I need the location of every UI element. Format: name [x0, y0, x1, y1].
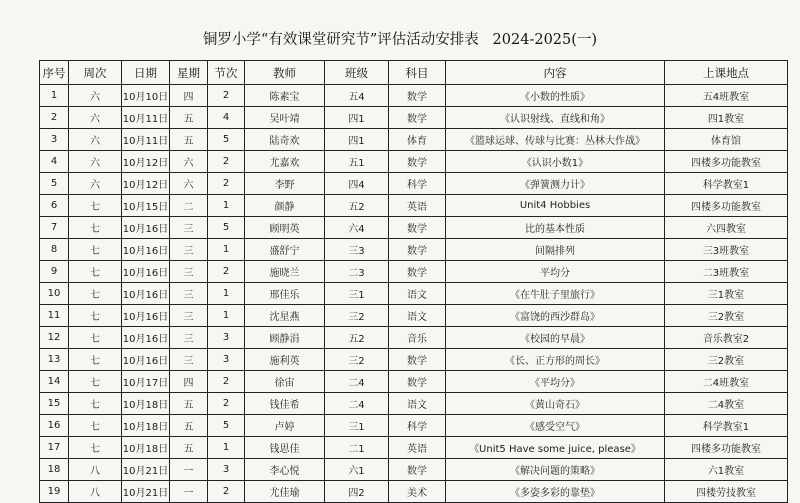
cell-date: 10月16日	[122, 261, 170, 283]
table-row	[40, 349, 788, 371]
cell-week: 七	[69, 327, 122, 349]
cell-week: 八	[69, 481, 122, 503]
cell-teacher: 顾明英	[245, 217, 325, 239]
cell-teacher: 尤佳瑜	[245, 481, 325, 503]
cell-content: 《Unit5 Have some juice, please》	[446, 437, 665, 459]
cell-week: 七	[69, 305, 122, 327]
cell-location: 六1教室	[665, 459, 788, 481]
cell-content: 《多姿多彩的靠垫》	[446, 481, 665, 503]
cell-index: 18	[40, 459, 69, 481]
table-row	[40, 459, 788, 481]
cell-content: 平均分	[446, 261, 665, 283]
header-period: 节次	[208, 61, 245, 85]
cell-teacher: 钱佳希	[245, 393, 325, 415]
cell-class: 二4	[325, 393, 389, 415]
cell-subject: 数学	[389, 85, 446, 107]
cell-weekday: 一	[170, 459, 208, 481]
cell-weekday: 五	[170, 107, 208, 129]
cell-date: 10月21日	[122, 481, 170, 503]
cell-week: 七	[69, 195, 122, 217]
cell-week: 六	[69, 129, 122, 151]
table-row	[40, 481, 788, 503]
cell-teacher: 施利英	[245, 349, 325, 371]
header-class: 班级	[325, 61, 389, 85]
cell-date: 10月18日	[122, 393, 170, 415]
cell-index: 17	[40, 437, 69, 459]
cell-subject: 美术	[389, 481, 446, 503]
cell-teacher: 李心悦	[245, 459, 325, 481]
cell-date: 10月21日	[122, 459, 170, 481]
cell-index: 15	[40, 393, 69, 415]
cell-class: 五4	[325, 85, 389, 107]
cell-week: 七	[69, 437, 122, 459]
cell-date: 10月16日	[122, 217, 170, 239]
cell-teacher: 陈素宝	[245, 85, 325, 107]
cell-weekday: 四	[170, 371, 208, 393]
cell-content: 《黄山奇石》	[446, 393, 665, 415]
cell-index: 13	[40, 349, 69, 371]
cell-date: 10月12日	[122, 173, 170, 195]
table-row	[40, 305, 788, 327]
cell-week: 七	[69, 217, 122, 239]
cell-index: 16	[40, 415, 69, 437]
cell-period: 1	[208, 195, 245, 217]
cell-date: 10月16日	[122, 305, 170, 327]
cell-class: 六4	[325, 217, 389, 239]
cell-subject: 语文	[389, 283, 446, 305]
cell-period: 3	[208, 349, 245, 371]
cell-class: 四1	[325, 107, 389, 129]
cell-index: 14	[40, 371, 69, 393]
cell-subject: 数学	[389, 107, 446, 129]
cell-index: 9	[40, 261, 69, 283]
cell-subject: 数学	[389, 459, 446, 481]
cell-content: 《长、正方形的周长》	[446, 349, 665, 371]
cell-content: 《解决问题的策略》	[446, 459, 665, 481]
cell-location: 四楼多功能教室	[665, 151, 788, 173]
header-content: 内容	[446, 61, 665, 85]
cell-class: 三3	[325, 239, 389, 261]
cell-class: 三2	[325, 349, 389, 371]
cell-period: 2	[208, 371, 245, 393]
cell-subject: 体育	[389, 129, 446, 151]
header-date: 日期	[122, 61, 170, 85]
cell-index: 3	[40, 129, 69, 151]
cell-week: 七	[69, 261, 122, 283]
cell-content: 《篮球运球、传球与比赛：丛林大作战》	[446, 129, 665, 151]
cell-teacher: 沈星燕	[245, 305, 325, 327]
header-index: 序号	[40, 61, 69, 85]
table-row	[40, 437, 788, 459]
cell-period: 1	[208, 437, 245, 459]
cell-period: 2	[208, 261, 245, 283]
cell-period: 5	[208, 129, 245, 151]
cell-period: 4	[208, 107, 245, 129]
cell-week: 八	[69, 459, 122, 481]
cell-weekday: 三	[170, 239, 208, 261]
cell-subject: 数学	[389, 239, 446, 261]
cell-class: 三2	[325, 305, 389, 327]
cell-week: 七	[69, 371, 122, 393]
cell-weekday: 一	[170, 481, 208, 503]
cell-class: 四2	[325, 481, 389, 503]
cell-week: 七	[69, 415, 122, 437]
header-row	[40, 61, 788, 85]
cell-location: 六四教室	[665, 217, 788, 239]
cell-subject: 英语	[389, 437, 446, 459]
cell-class: 五2	[325, 195, 389, 217]
table-row	[40, 283, 788, 305]
cell-subject: 科学	[389, 415, 446, 437]
cell-teacher: 吴叶靖	[245, 107, 325, 129]
cell-weekday: 三	[170, 261, 208, 283]
cell-location: 五4班教室	[665, 85, 788, 107]
cell-weekday: 五	[170, 437, 208, 459]
cell-weekday: 三	[170, 349, 208, 371]
header-week: 周次	[69, 61, 122, 85]
table-row	[40, 371, 788, 393]
table-row	[40, 85, 788, 107]
cell-weekday: 四	[170, 85, 208, 107]
cell-location: 科学教室1	[665, 415, 788, 437]
cell-location: 二4班教室	[665, 371, 788, 393]
cell-week: 六	[69, 173, 122, 195]
table-row	[40, 151, 788, 173]
table-row	[40, 393, 788, 415]
cell-weekday: 五	[170, 393, 208, 415]
cell-class: 三1	[325, 283, 389, 305]
cell-weekday: 三	[170, 217, 208, 239]
cell-index: 7	[40, 217, 69, 239]
cell-index: 5	[40, 173, 69, 195]
cell-weekday: 六	[170, 173, 208, 195]
cell-subject: 数学	[389, 371, 446, 393]
cell-date: 10月17日	[122, 371, 170, 393]
cell-subject: 数学	[389, 217, 446, 239]
cell-period: 3	[208, 327, 245, 349]
cell-class: 三1	[325, 415, 389, 437]
cell-location: 四1教室	[665, 107, 788, 129]
cell-teacher: 卢婷	[245, 415, 325, 437]
cell-location: 三2教室	[665, 349, 788, 371]
cell-teacher: 顾静涓	[245, 327, 325, 349]
cell-week: 六	[69, 85, 122, 107]
cell-period: 1	[208, 305, 245, 327]
table-row	[40, 327, 788, 349]
cell-subject: 数学	[389, 261, 446, 283]
cell-teacher: 李野	[245, 173, 325, 195]
cell-content: 《弹簧测力计》	[446, 173, 665, 195]
cell-weekday: 三	[170, 305, 208, 327]
cell-teacher: 颜静	[245, 195, 325, 217]
table-row	[40, 415, 788, 437]
cell-class: 五1	[325, 151, 389, 173]
cell-date: 10月16日	[122, 239, 170, 261]
table-row	[40, 173, 788, 195]
cell-teacher: 陆奇欢	[245, 129, 325, 151]
table-body	[40, 85, 788, 503]
cell-period: 2	[208, 173, 245, 195]
cell-class: 二3	[325, 261, 389, 283]
cell-index: 12	[40, 327, 69, 349]
document-title: 铜罗小学“有效课堂研究节”评估活动安排表 2024-2025(一)	[202, 32, 598, 48]
cell-subject: 语文	[389, 393, 446, 415]
cell-location: 四楼多功能教室	[665, 437, 788, 459]
cell-class: 四4	[325, 173, 389, 195]
cell-content: 《校园的早晨》	[446, 327, 665, 349]
cell-period: 3	[208, 459, 245, 481]
cell-location: 三3班教室	[665, 239, 788, 261]
cell-class: 六1	[325, 459, 389, 481]
cell-index: 19	[40, 481, 69, 503]
cell-subject: 数学	[389, 349, 446, 371]
cell-teacher: 徐宙	[245, 371, 325, 393]
cell-teacher: 施晓兰	[245, 261, 325, 283]
cell-content: 《认识小数1》	[446, 151, 665, 173]
cell-subject: 英语	[389, 195, 446, 217]
cell-content: 《平均分》	[446, 371, 665, 393]
cell-index: 10	[40, 283, 69, 305]
cell-date: 10月11日	[122, 129, 170, 151]
cell-week: 七	[69, 349, 122, 371]
cell-subject: 音乐	[389, 327, 446, 349]
cell-week: 七	[69, 239, 122, 261]
cell-period: 2	[208, 85, 245, 107]
cell-date: 10月12日	[122, 151, 170, 173]
cell-index: 11	[40, 305, 69, 327]
cell-teacher: 尤嘉欢	[245, 151, 325, 173]
cell-date: 10月16日	[122, 327, 170, 349]
cell-subject: 数学	[389, 151, 446, 173]
table-row	[40, 107, 788, 129]
cell-index: 4	[40, 151, 69, 173]
cell-teacher: 盛舒宁	[245, 239, 325, 261]
cell-index: 6	[40, 195, 69, 217]
cell-period: 5	[208, 217, 245, 239]
cell-location: 科学教室1	[665, 173, 788, 195]
cell-weekday: 三	[170, 327, 208, 349]
table-row	[40, 261, 788, 283]
cell-index: 2	[40, 107, 69, 129]
cell-weekday: 五	[170, 415, 208, 437]
cell-location: 四楼多功能教室	[665, 195, 788, 217]
table-row	[40, 239, 788, 261]
cell-location: 四楼劳技教室	[665, 481, 788, 503]
cell-date: 10月10日	[122, 85, 170, 107]
cell-index: 1	[40, 85, 69, 107]
cell-period: 2	[208, 393, 245, 415]
cell-content: 《小数的性质》	[446, 85, 665, 107]
cell-weekday: 二	[170, 195, 208, 217]
cell-index: 8	[40, 239, 69, 261]
cell-class: 二1	[325, 437, 389, 459]
cell-period: 2	[208, 481, 245, 503]
table-row	[40, 129, 788, 151]
cell-content: 《富饶的西沙群岛》	[446, 305, 665, 327]
header-subject: 科目	[389, 61, 446, 85]
cell-week: 七	[69, 393, 122, 415]
cell-subject: 科学	[389, 173, 446, 195]
cell-week: 七	[69, 283, 122, 305]
table-row	[40, 217, 788, 239]
cell-content: Unit4 Hobbies	[446, 195, 665, 217]
cell-date: 10月15日	[122, 195, 170, 217]
cell-period: 5	[208, 415, 245, 437]
table-header	[40, 61, 788, 85]
cell-class: 二4	[325, 371, 389, 393]
cell-teacher: 邢佳乐	[245, 283, 325, 305]
cell-location: 体育馆	[665, 129, 788, 151]
cell-date: 10月16日	[122, 283, 170, 305]
cell-weekday: 五	[170, 129, 208, 151]
cell-date: 10月11日	[122, 107, 170, 129]
cell-period: 1	[208, 239, 245, 261]
cell-location: 二4教室	[665, 393, 788, 415]
cell-class: 五2	[325, 327, 389, 349]
cell-content: 间隔排列	[446, 239, 665, 261]
header-location: 上课地点	[665, 61, 788, 85]
header-weekday: 星期	[170, 61, 208, 85]
cell-week: 六	[69, 107, 122, 129]
cell-date: 10月18日	[122, 437, 170, 459]
cell-period: 1	[208, 283, 245, 305]
cell-location: 三2教室	[665, 305, 788, 327]
cell-weekday: 三	[170, 283, 208, 305]
cell-location: 音乐教室2	[665, 327, 788, 349]
cell-date: 10月18日	[122, 415, 170, 437]
cell-content: 《认识射线、直线和角》	[446, 107, 665, 129]
cell-location: 三1教室	[665, 283, 788, 305]
cell-content: 《感受空气》	[446, 415, 665, 437]
cell-location: 二3班教室	[665, 261, 788, 283]
schedule-table	[39, 60, 788, 503]
cell-week: 六	[69, 151, 122, 173]
cell-date: 10月16日	[122, 349, 170, 371]
cell-period: 2	[208, 151, 245, 173]
cell-subject: 语文	[389, 305, 446, 327]
cell-content: 《在牛肚子里旅行》	[446, 283, 665, 305]
cell-content: 比的基本性质	[446, 217, 665, 239]
cell-class: 四1	[325, 129, 389, 151]
table-row	[40, 195, 788, 217]
header-teacher: 教师	[245, 61, 325, 85]
cell-teacher: 钱思佳	[245, 437, 325, 459]
cell-weekday: 六	[170, 151, 208, 173]
